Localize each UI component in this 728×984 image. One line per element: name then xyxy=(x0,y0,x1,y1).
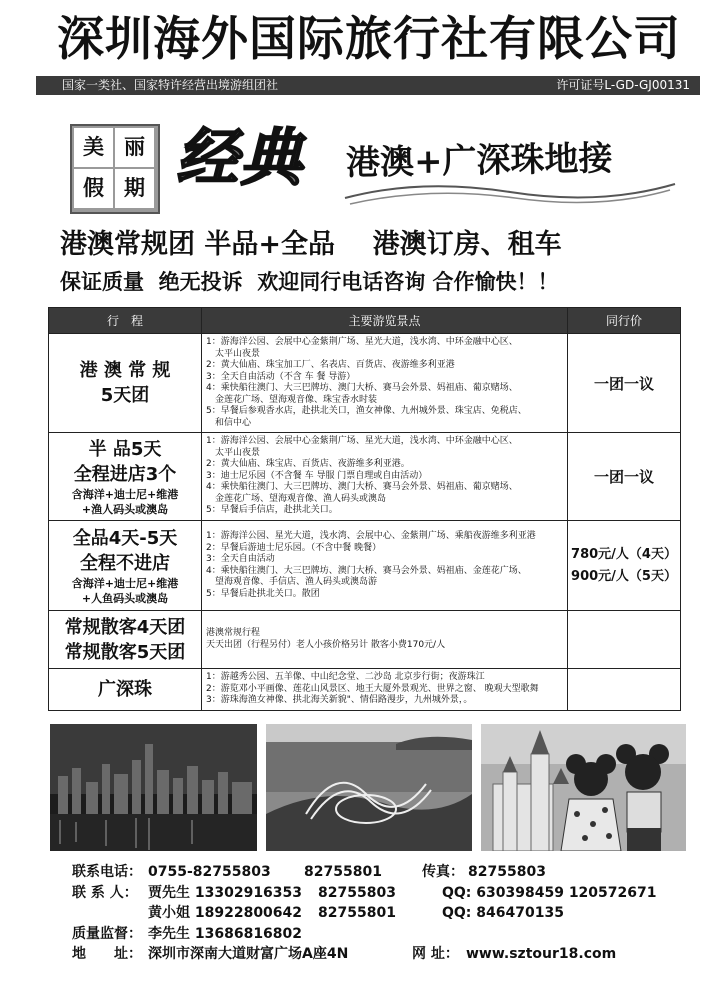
photo-disney-castle-mickey-minnie xyxy=(481,724,686,851)
price-value: 一团一议 xyxy=(593,374,654,393)
spot-line: 望海观音像、手信店、渔人码头或澳岛游 xyxy=(206,577,378,587)
supervisor: 李先生 13686816802 xyxy=(148,925,303,942)
tagline: 国家一类社、国家特许经营出境游组团社 xyxy=(62,78,279,92)
spots-cell xyxy=(202,669,568,711)
phone-number: 0755-82755803 xyxy=(148,864,271,880)
table-row xyxy=(49,669,681,711)
photo-hongkong-night-skyline xyxy=(50,724,257,851)
swoosh-decoration xyxy=(340,174,680,208)
route-inclusion: +渔人码头或澳岛 xyxy=(81,502,169,516)
route-name: 全程不进店 xyxy=(80,552,170,574)
spot-line: 3：全天自由活动 xyxy=(206,554,275,564)
badge-char: 期 xyxy=(115,169,154,208)
spot-line: 金莲花广场、望海观音像、珠宝香水时装 xyxy=(206,394,378,405)
spot-line: 4：乘快船往澳门、大三巴牌坊、澳门大桥、赛马会外景、妈祖庙、葡京赌场、 xyxy=(206,482,518,493)
route-cell xyxy=(49,433,202,521)
price-value: 一团一议 xyxy=(593,468,654,486)
fax-label: 传真： xyxy=(422,864,464,880)
spot-line: 2：黄大仙庙、珠宝加工厂、名表店、百货店、夜游维多利亚港 xyxy=(206,360,455,370)
license-number: 许可证号L-GD-GJ00131 xyxy=(556,78,690,92)
itinerary-table xyxy=(48,307,681,711)
spot-line: 2：黄大仙庙、珠宝店、百货店、夜游维多利亚港。 xyxy=(206,459,410,470)
qq-2: QQ: 846470135 xyxy=(442,905,564,921)
contact-row-person-2 xyxy=(72,903,702,924)
contact-block xyxy=(72,862,702,965)
badge-char: 丽 xyxy=(115,128,154,167)
contact-row-phone xyxy=(72,862,702,883)
classic-title: 经典 xyxy=(176,121,305,194)
contact-row-supervision xyxy=(72,924,702,945)
spot-line: 1：游海洋公园、星光大道，浅水湾、会展中心、金紫荆广场、乘船夜游维多利亚港 xyxy=(206,531,536,541)
spot-line: 1：游海洋公园、会展中心金紫荆广场、星光大道，浅水湾、中环金融中心区、 xyxy=(206,337,518,347)
spot-line: 金莲花广场、望海观音像、渔人码头或澳岛 xyxy=(206,493,387,504)
supervision-label: 质量监督： xyxy=(72,925,142,942)
price-cell xyxy=(568,669,681,711)
header-strip xyxy=(36,76,700,95)
person-1: 贾先生 13302916353 xyxy=(148,884,303,901)
route-name: 常规散客4天团 xyxy=(64,616,186,638)
price-cell xyxy=(568,611,681,669)
spot-line: 和信中心 xyxy=(206,417,252,428)
spots-cell xyxy=(202,521,568,611)
col-header-spots: 主要游览景点 xyxy=(202,308,568,334)
spot-line: 2：早餐后游迪士尼乐园。（不含中餐 晚餐） xyxy=(206,542,382,553)
price-cell xyxy=(568,433,681,521)
spot-line: 太平山夜景 xyxy=(206,447,261,458)
route-name: 港 澳 常 规 xyxy=(79,360,171,381)
spot-line: 3：全天自由活动（不含 车 餐 导游） xyxy=(206,371,356,382)
address-label: 地 址： xyxy=(72,946,142,962)
badge-char: 美 xyxy=(74,128,113,167)
spot-line: 3：迪士尼乐园（不含餐 车 导服 门票自理或自由活动） xyxy=(206,470,428,481)
company-title: 深圳海外国际旅行社有限公司 xyxy=(57,12,681,67)
spot-line: 天天出团（行程另付）老人小孩价格另计 散客小费170元/人 xyxy=(206,639,446,650)
spots-cell xyxy=(202,334,568,433)
col-header-price: 同行价 xyxy=(568,308,681,334)
table-header-row xyxy=(49,308,681,334)
route-name: 常规散客5天团 xyxy=(64,641,186,663)
contact-row-person-1 xyxy=(72,883,702,904)
promo-line-2: 保证质量 绝无投诉 欢迎同行电话咨询 合作愉快！！ xyxy=(60,270,559,294)
spot-line: 1：游越秀公园、五羊像、中山纪念堂、二沙岛 北京步行街；夜游珠江 xyxy=(206,672,485,683)
price-cell xyxy=(568,521,681,611)
route-inclusion: +人鱼码头或澳岛 xyxy=(81,591,169,605)
spots-cell xyxy=(202,433,568,521)
person-label: 联 系 人： xyxy=(72,884,138,901)
person-2-tel: 82755801 xyxy=(318,905,396,921)
route-name: 半 品5天 xyxy=(88,438,162,460)
route-cell xyxy=(49,611,202,669)
website: www.sztour18.com xyxy=(466,946,617,962)
col-header-route: 行 程 xyxy=(49,308,202,334)
route-name: 广深珠 xyxy=(98,679,152,700)
route-inclusion: 含海洋+迪士尼+维港 xyxy=(71,576,179,590)
fax-number: 82755803 xyxy=(468,864,546,880)
phone-number-2: 82755801 xyxy=(304,864,382,880)
table-row xyxy=(49,433,681,521)
contact-row-address xyxy=(72,944,702,965)
spot-line: 5：早餐后手信店，赴拱北关口。 xyxy=(206,505,338,516)
photo-ocean-park-rollercoaster xyxy=(266,724,472,851)
route-cell xyxy=(49,334,202,433)
route-headline: 港澳+广深珠地接 xyxy=(345,138,613,184)
beautiful-holiday-badge xyxy=(70,124,160,214)
badge-char: 假 xyxy=(74,169,113,208)
spot-line: 3：游珠海渔女神像、拱北海关新貌"、情侣路漫步，九州城外景，。 xyxy=(206,695,473,706)
table-row xyxy=(49,334,681,433)
person-1-tel: 82755803 xyxy=(318,884,396,901)
route-cell xyxy=(49,669,202,711)
spot-line: 5：早餐后赴拱北关口。散团 xyxy=(206,588,320,599)
spot-line: 4：乘快船往澳门、大三巴牌坊、澳门大桥、赛马会外景、妈祖庙、葡京赌场、 xyxy=(206,383,518,393)
table-row xyxy=(49,611,681,669)
website-label: 网 址： xyxy=(412,946,459,962)
spots-cell xyxy=(202,611,568,669)
route-name: 全程进店3个 xyxy=(73,463,177,485)
person-2: 黄小姐 18922800642 xyxy=(148,905,303,921)
route-name: 5天团 xyxy=(100,385,150,406)
address: 深圳市深南大道财富广场A座4N xyxy=(148,946,349,962)
spot-line: 1：游海洋公园、会展中心金紫荆广场、星光大道，浅水湾、中环金融中心区、 xyxy=(206,436,518,447)
spot-line: 太平山夜景 xyxy=(206,348,261,359)
route-inclusion: 含海洋+迪士尼+维港 xyxy=(71,487,179,501)
spot-line: 4：乘快船往澳门、大三巴牌坊、澳门大桥、赛马会外景、妈祖庙、金莲花广场、 xyxy=(206,565,527,576)
price-value: 780元/人（4天） xyxy=(571,546,677,562)
qq-1: QQ: 630398459 120572671 xyxy=(442,884,657,901)
route-name: 全品4天-5天 xyxy=(72,527,178,549)
spot-line: 港澳常规行程 xyxy=(206,628,261,638)
route-cell xyxy=(49,521,202,611)
promo-line-1: 港澳常规团 半品+全品 港澳订房、租车 xyxy=(60,229,562,260)
spot-line: 5：早餐后参观香水店，赴拱北关口，渔女神像、九州城外景、珠宝店、免税店、 xyxy=(206,406,527,416)
spot-line: 2：游览邓小平画像、莲花山风景区、地王大厦外景观光、世界之窗、 晚观大型歌舞 xyxy=(206,683,539,694)
table-row xyxy=(49,521,681,611)
phone-label: 联系电话： xyxy=(72,864,142,880)
price-value: 900元/人（5天） xyxy=(571,568,677,584)
price-cell xyxy=(568,334,681,433)
